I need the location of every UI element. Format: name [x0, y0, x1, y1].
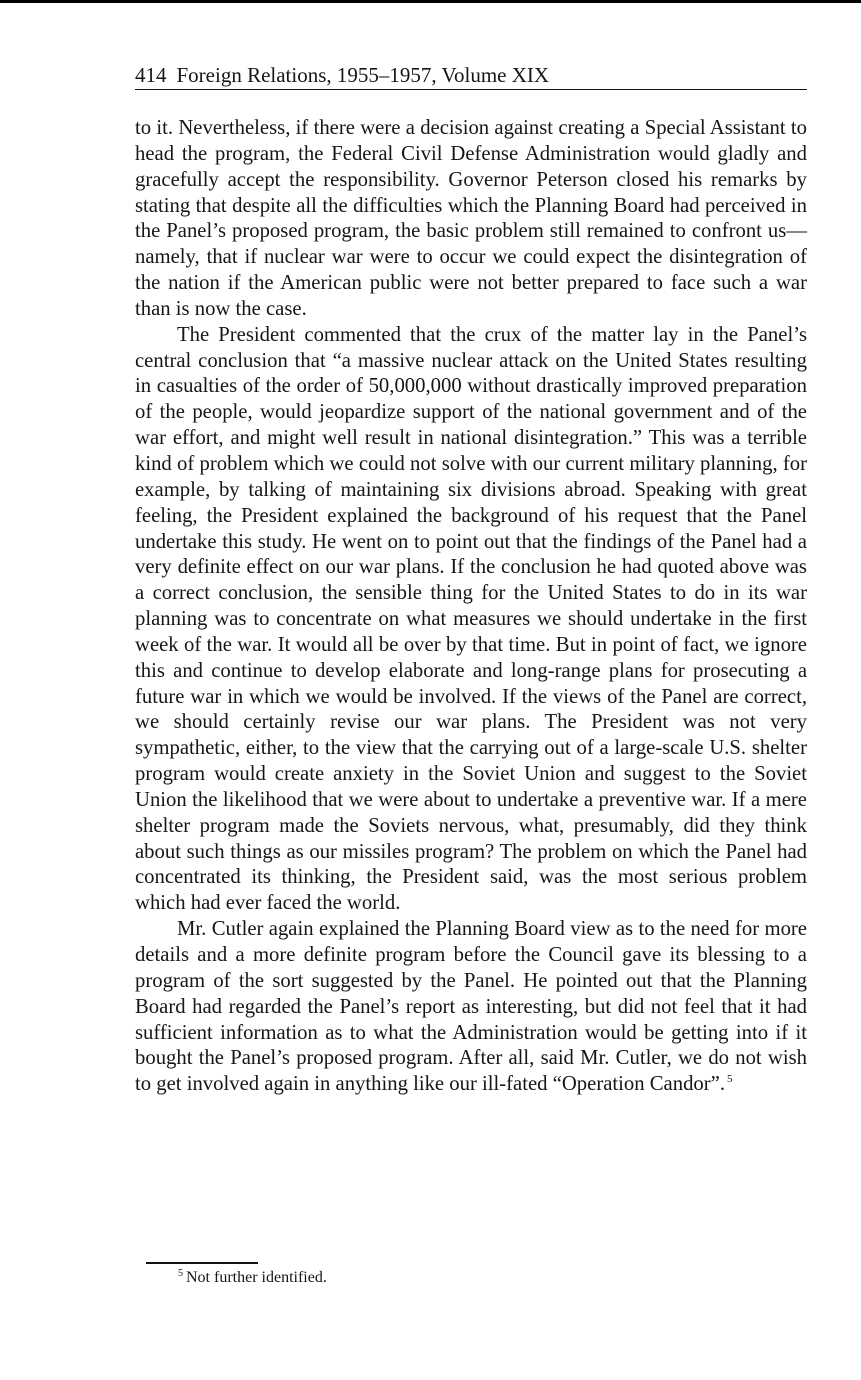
- footnote-text: Not further identified.: [186, 1269, 327, 1286]
- paragraph-3: [135, 917, 807, 1098]
- footnote-number: 5: [178, 1267, 183, 1279]
- footnote: [178, 1268, 327, 1288]
- paragraph-1: to it. Nevertheless, if there were a decision against creating a Special Assistant to head the program, the Federal Civil Defense Administration would gladly and gracefully accept the responsibility. Governor Peterson closed his remarks by stating that despite all the difficulties which the Planning Board had perceived in the Panel’s proposed program, the basic problem still remained to confront us—namely, that if nuclear war were to occur we could expect the disintegration of the nation if the American public were not better prepared to face such a war than is now the case.: [135, 117, 807, 320]
- volume-title: Foreign Relations, 1955–1957, Volume XIX: [176, 63, 550, 87]
- paragraph-3-text: Mr. Cutler again explained the Planning Board view as to the need for more details and a more definite program before the Council gave its blessing to a program of the sort suggested by the Panel. He pointed out that the Planning Board had regarded the Panel’s report as interesting, but did not feel that it had sufficient information as to what the Administration would be getting into if it bought the Panel’s proposed program. After all, said Mr. Cutler, we do not wish to get involved again in anything like our ill-fated “Operation Candor”.: [135, 918, 807, 1096]
- top-edge-rule: [0, 0, 861, 3]
- running-head: [135, 62, 807, 90]
- body-text: [135, 116, 807, 1098]
- paragraph-2: The President commented that the crux of the matter lay in the Panel’s central conclusion that “a massive nuclear attack on the United States resulting in casualties of the order of 50,000,000 without drastically improved preparation of the people, would jeopardize support of the national government and of the war effort, and might well result in national disintegration.” This was a terrible kind of problem which we could not solve with our current military planning, for example, by talking of maintaining six divisions abroad. Speaking with great feeling, the President explained the background of his request that the Panel undertake this study. He went on to point out that the findings of the Panel had a very definite effect on our war plans. If the conclusion he had quoted above was a correct conclusion, the sensible thing for the United States to do in its war planning was to concentrate on what measures we should undertake in the first week of the war. It would all be over by that time. But in point of fact, we ignore this and continue to develop elaborate and long-range plans for prosecuting a future war in which we would be involved. If the views of the Panel are correct, we should certainly revise our war plans. The President was not very sympathetic, either, to the view that the carrying out of a large-scale U.S. shelter program would create anxiety in the Soviet Union and suggest to the Soviet Union the likelihood that we were about to undertake a preventive war. If a mere shelter program made the Soviets nervous, what, presumably, did they think about such things as our missiles program? The problem on which the Panel had concentrated its thinking, the President said, was the most serious problem which had ever faced the world.: [135, 323, 807, 915]
- footnote-separator: [146, 1262, 258, 1264]
- page-number: 414: [135, 63, 167, 87]
- footnote-reference: 5: [727, 1073, 733, 1086]
- document-page: [135, 62, 807, 1098]
